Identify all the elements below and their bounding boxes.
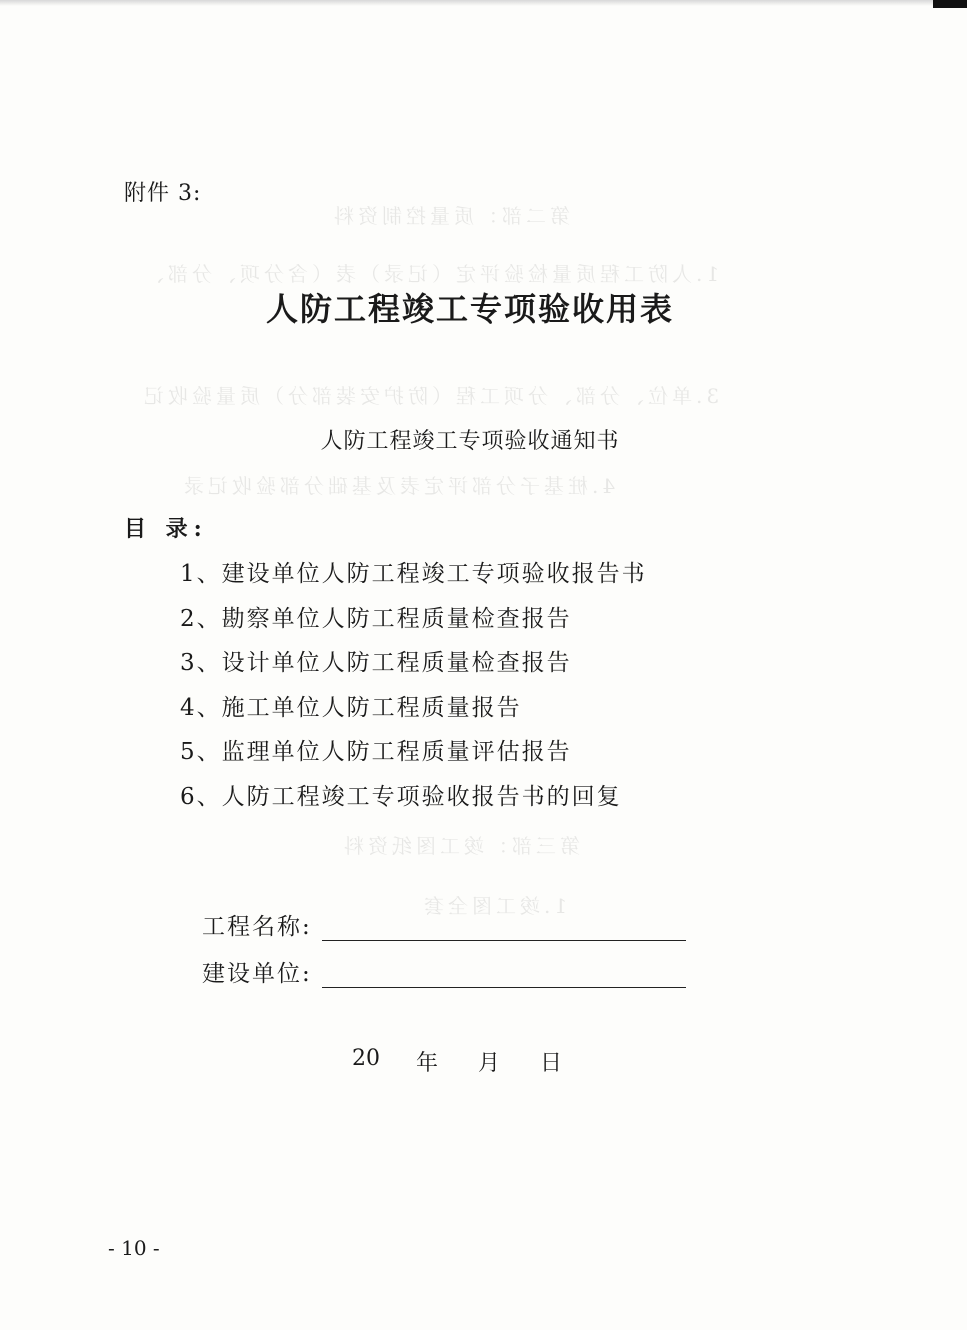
construction-unit-row	[202, 955, 686, 988]
document-subtitle: 人防工程竣工专项验收通知书	[320, 429, 620, 454]
document-title: 人防工程竣工专项验收用表	[265, 290, 674, 328]
toc-item: 6、人防工程竣工专项验收报告书的回复	[180, 783, 622, 810]
date-day-char: 日	[540, 1051, 563, 1076]
project-name-label: 工程名称:	[202, 914, 312, 940]
bleed-through-texture: 第三部：竣工图纸资料	[340, 834, 580, 858]
toc-item: 1、建设单位人防工程竣工专项验收报告书	[180, 561, 647, 587]
attachment-label: 附件 3:	[124, 181, 202, 206]
date-year-prefix: 20	[352, 1046, 380, 1071]
toc-item: 5、监理单位人防工程质量评估报告	[180, 739, 572, 765]
project-name-row	[202, 908, 686, 941]
toc-list	[180, 555, 647, 822]
toc-item: 3、设计单位人防工程质量检查报告	[180, 650, 572, 676]
scan-edge-shadow	[0, 0, 967, 6]
scan-corner-mark	[933, 0, 967, 8]
construction-unit-blank	[322, 967, 686, 988]
bleed-through-texture: 第二部：质量控制资料	[330, 204, 570, 228]
bleed-through-texture: 4.桩基子分部评定表及基础分部验收记录	[180, 474, 616, 498]
toc-item: 4、施工单位人防工程质量报告	[180, 694, 522, 721]
bleed-through-texture: 3.单位、分部、分项工程（防护安装部分）质量验收记	[140, 384, 720, 408]
toc-item: 2、勘察单位人防工程质量检查报告	[180, 605, 572, 632]
project-name-blank	[322, 920, 686, 941]
date-year-char: 年	[416, 1051, 439, 1076]
toc-heading: 目 录:	[124, 516, 208, 542]
page-number: - 10 -	[108, 1236, 160, 1260]
construction-unit-label: 建设单位:	[202, 961, 312, 987]
bleed-through-texture: 1.竣工图全套	[420, 894, 568, 918]
date-line	[352, 1046, 562, 1077]
date-month-char: 月	[478, 1051, 501, 1076]
bleed-through-texture: 1.人防工程质量检验评定（记录）表（含分项、分部、	[140, 262, 720, 286]
